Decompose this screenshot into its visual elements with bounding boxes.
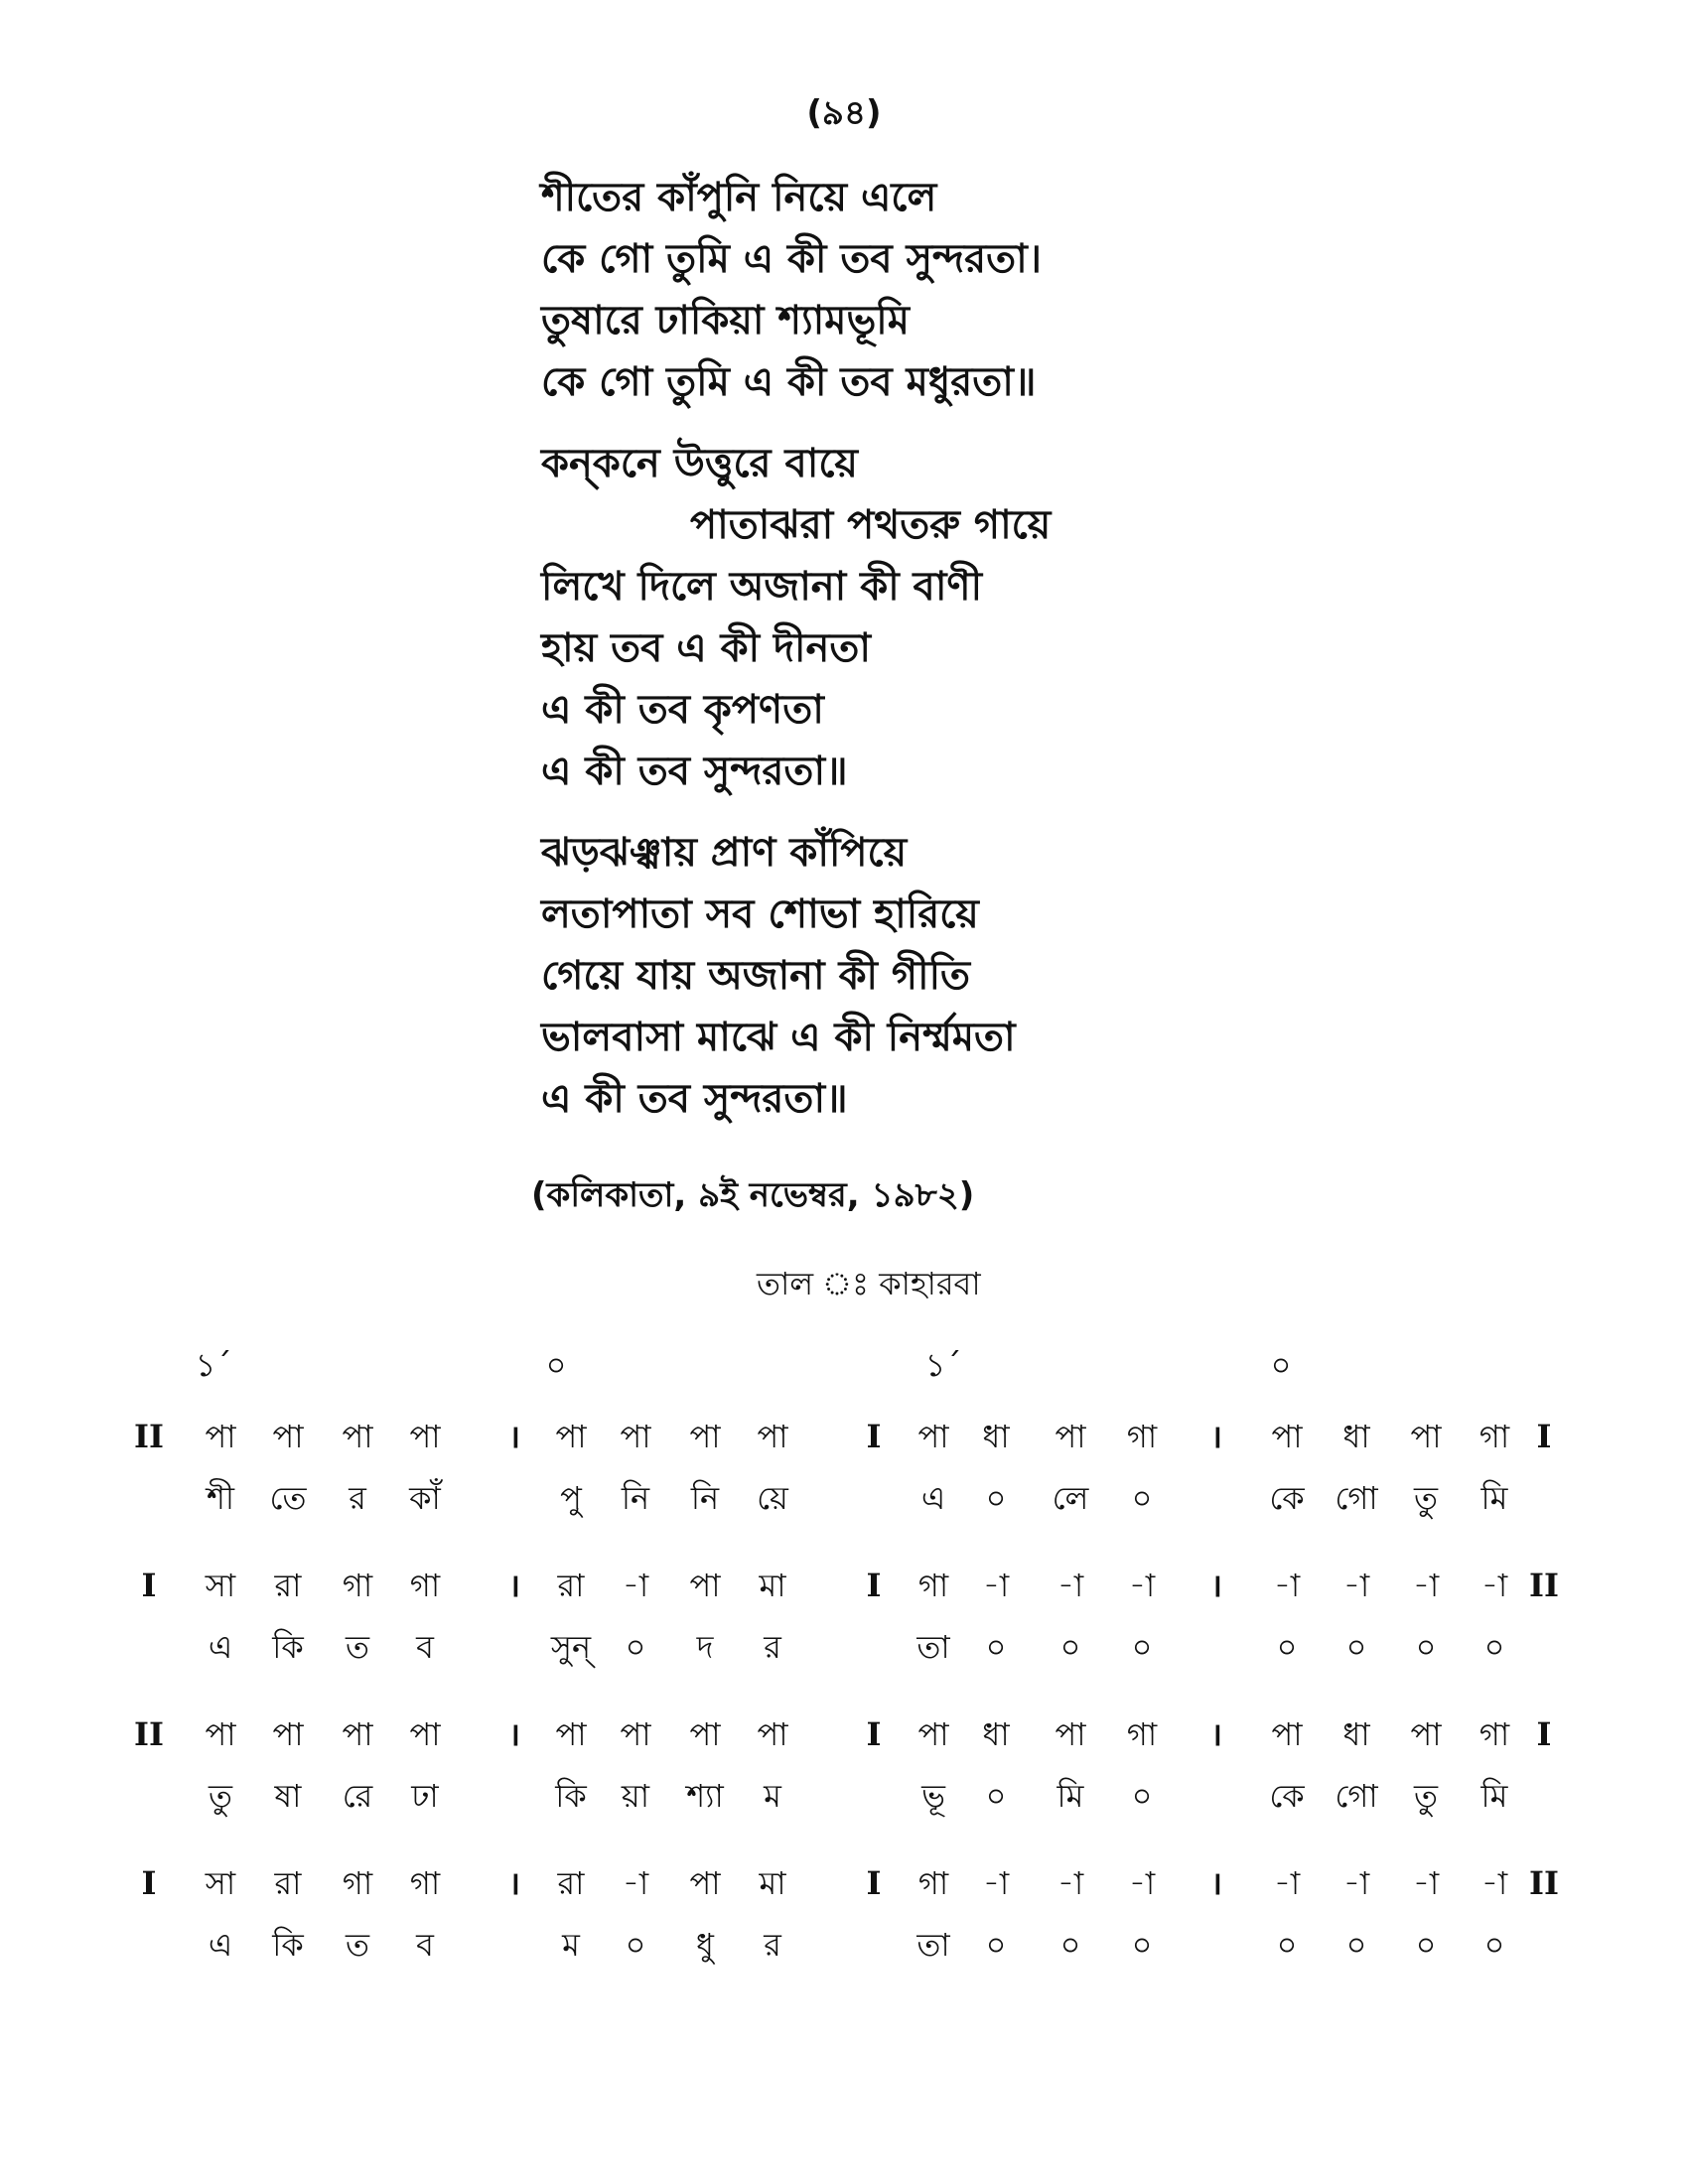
composition-dateline: (কলিকাতা, ৯ই নভেম্বর, ১৯৮২) [531, 1175, 975, 1215]
swara-note: পা [342, 1715, 373, 1753]
swara-note: রা [274, 1864, 302, 1902]
lyric-line: ভালবাসা মাঝে এ কী নির্ম্মমতা [541, 1015, 1016, 1060]
lyric-line: গেয়ে যায় অজানা কী গীতি [541, 953, 971, 999]
swara-note: পা [272, 1418, 304, 1455]
swara-note: পা [205, 1715, 236, 1753]
lyric-syllable: পু [560, 1479, 582, 1517]
barline: II [134, 1418, 164, 1455]
swara-note: গা [409, 1567, 441, 1604]
lyric-syllable: ০ [1131, 1926, 1153, 1964]
swara-note: পা [555, 1418, 587, 1455]
swara-note: পা [917, 1715, 949, 1753]
swara-note: সা [205, 1567, 236, 1604]
swara-note: -া [982, 1567, 1010, 1604]
swara-note: রা [557, 1864, 585, 1902]
swara-note: গা [409, 1864, 441, 1902]
swara-note: গা [342, 1567, 373, 1604]
swara-note: পা [1271, 1715, 1303, 1753]
lyric-syllable: কাঁ [409, 1479, 441, 1517]
swara-note: -া [1342, 1864, 1370, 1902]
barline: । [1209, 1864, 1223, 1902]
swara-note: -া [1128, 1567, 1156, 1604]
notation-row [0, 1712, 1688, 1756]
swara-note: পা [272, 1715, 304, 1753]
swara-note: পা [917, 1418, 949, 1455]
swara-note: পা [620, 1418, 651, 1455]
swara-note: -া [622, 1567, 649, 1604]
barline: I [866, 1418, 882, 1455]
lyric-syllable: তা [916, 1926, 950, 1964]
lyric-syllable-row [0, 1476, 1688, 1520]
lyric-syllable: রে [342, 1777, 373, 1815]
lyric-syllable: র [764, 1628, 781, 1666]
lyric-syllable: ০ [1131, 1777, 1153, 1815]
lyric-syllable: ০ [1345, 1926, 1367, 1964]
lyric-syllable: কে [1269, 1777, 1305, 1815]
lyric-syllable: য়ে [757, 1479, 788, 1517]
swara-note: -া [1056, 1864, 1084, 1902]
swara-note: -া [1412, 1864, 1440, 1902]
swara-note: সা [205, 1864, 236, 1902]
lyric-syllable: য়া [621, 1777, 650, 1815]
swara-note: গা [1126, 1715, 1158, 1753]
swara-note: -া [1056, 1567, 1084, 1604]
lyric-line: কে গো তুমি এ কী তব মধুরতা॥ [541, 359, 1037, 405]
lyric-line: লিখে দিলে অজানা কী বাণী [541, 564, 983, 610]
barline: । [507, 1418, 521, 1455]
lyric-syllable: ০ [1059, 1628, 1081, 1666]
lyric-syllable: গো [1335, 1479, 1378, 1517]
lyric-syllable: ভূ [921, 1777, 945, 1815]
barline: । [507, 1567, 521, 1604]
barline: I [866, 1567, 882, 1604]
swara-note: ধা [1342, 1418, 1370, 1455]
lyric-syllable: ০ [985, 1628, 1007, 1666]
lyric-syllable: ০ [985, 1926, 1007, 1964]
beat-mark: ১´ [924, 1346, 962, 1384]
lyric-syllable: শী [206, 1479, 235, 1517]
lyric-syllable: তু [1413, 1777, 1438, 1815]
swara-note: পা [1271, 1418, 1303, 1455]
lyric-line: পাতাঝরা পথতরু গায়ে [690, 502, 1052, 548]
lyric-syllable: গো [1335, 1777, 1378, 1815]
lyric-syllable: নি [690, 1479, 720, 1517]
notation-row [0, 1415, 1688, 1458]
lyric-line: লতাপাতা সব শোভা হারিয়ে [541, 891, 979, 937]
swara-note: -া [1128, 1864, 1156, 1902]
lyric-syllable: মি [1480, 1777, 1508, 1815]
lyric-syllable: ০ [985, 1479, 1007, 1517]
barline: । [1209, 1715, 1223, 1753]
lyric-syllable: তে [269, 1479, 307, 1517]
swara-note: গা [917, 1864, 949, 1902]
swara-note: পা [342, 1418, 373, 1455]
barline: । [1209, 1567, 1223, 1604]
lyric-syllable: মি [1056, 1777, 1084, 1815]
barline: । [507, 1715, 521, 1753]
page-number: (৯৪) [806, 93, 882, 133]
lyric-syllable: ষা [274, 1777, 302, 1815]
swara-note: গা [1478, 1715, 1510, 1753]
barline: I [141, 1567, 157, 1604]
swara-note: গা [1126, 1418, 1158, 1455]
beat-mark: ০ [545, 1346, 567, 1384]
lyric-syllable: ০ [1131, 1479, 1153, 1517]
swara-note: পা [1410, 1715, 1442, 1753]
lyric-syllable: শ্যা [686, 1777, 724, 1815]
lyric-line: হায় তব এ কী দীনতা [541, 625, 871, 671]
lyric-syllable-row [0, 1774, 1688, 1818]
lyric-syllable: দ [696, 1628, 714, 1666]
barline: I [866, 1864, 882, 1902]
lyric-syllable: কি [272, 1628, 304, 1666]
lyric-syllable: ০ [1483, 1926, 1505, 1964]
swara-note: রা [274, 1567, 302, 1604]
notation-row [0, 1564, 1688, 1607]
lyric-line: এ কী তব কৃপণতা [541, 687, 824, 733]
lyric-syllable: ম [764, 1777, 781, 1815]
lyric-syllable: কি [555, 1777, 587, 1815]
barline: II [1529, 1567, 1559, 1604]
swara-note: -া [1480, 1864, 1508, 1902]
swara-note: পা [689, 1864, 721, 1902]
lyric-syllable: ত [345, 1628, 369, 1666]
swara-note: পা [757, 1715, 788, 1753]
lyric-syllable: ০ [1276, 1926, 1298, 1964]
barline: I [141, 1864, 157, 1902]
barline: I [866, 1715, 882, 1753]
swara-note: গা [1478, 1418, 1510, 1455]
lyric-line: তুষারে ঢাকিয়া শ্যামভূমি [541, 298, 910, 343]
lyric-syllable: তু [1413, 1479, 1438, 1517]
lyric-syllable: ০ [1276, 1628, 1298, 1666]
lyric-syllable: তা [916, 1628, 950, 1666]
lyric-syllable: এ [208, 1926, 233, 1964]
swara-note: -া [622, 1864, 649, 1902]
lyric-syllable: সুন্ [550, 1628, 592, 1666]
swara-note: পা [205, 1418, 236, 1455]
lyric-syllable: কি [272, 1926, 304, 1964]
lyric-line: ঝড়ঝঞ্ঝায় প্রাণ কাঁপিয়ে [541, 830, 908, 876]
lyric-syllable: ০ [1415, 1628, 1437, 1666]
swara-note: গা [342, 1864, 373, 1902]
barline: I [1536, 1418, 1552, 1455]
swara-note: পা [1055, 1715, 1086, 1753]
swara-note: -া [1412, 1567, 1440, 1604]
swara-note: পা [1055, 1418, 1086, 1455]
lyric-syllable: ০ [985, 1777, 1007, 1815]
swara-note: পা [689, 1567, 721, 1604]
lyric-syllable: ব [416, 1926, 434, 1964]
lyric-line: এ কী তব সুন্দরতা॥ [541, 749, 848, 794]
beat-mark: ০ [1270, 1346, 1292, 1384]
swara-note: পা [555, 1715, 587, 1753]
swara-note: -া [1342, 1567, 1370, 1604]
barline: II [1529, 1864, 1559, 1902]
lyric-syllable: ০ [625, 1628, 646, 1666]
swara-note: পা [409, 1418, 441, 1455]
lyric-syllable: এ [920, 1479, 946, 1517]
swara-note: -া [1273, 1864, 1301, 1902]
lyric-syllable: ত [345, 1926, 369, 1964]
lyric-line: কে গো তুমি এ কী তব সুন্দরতা। [541, 236, 1043, 282]
swara-note: মা [759, 1864, 786, 1902]
lyric-syllable-row [0, 1923, 1688, 1967]
barline: । [1209, 1418, 1223, 1455]
swara-note: গা [917, 1567, 949, 1604]
swara-note: ধা [982, 1418, 1010, 1455]
lyric-syllable: লে [1052, 1479, 1089, 1517]
swara-note: ধা [982, 1715, 1010, 1753]
swara-note: -া [1273, 1567, 1301, 1604]
swara-note: -া [982, 1864, 1010, 1902]
lyric-syllable: ০ [1415, 1926, 1437, 1964]
lyric-syllable: ম [562, 1926, 580, 1964]
lyric-syllable-row [0, 1625, 1688, 1669]
lyric-line: এ কী তব সুন্দরতা॥ [541, 1076, 848, 1122]
lyric-syllable: র [349, 1479, 366, 1517]
lyric-syllable: ০ [1345, 1628, 1367, 1666]
lyric-syllable: ব [416, 1628, 434, 1666]
lyric-syllable: এ [208, 1628, 233, 1666]
swara-note: রা [557, 1567, 585, 1604]
swara-note: পা [689, 1418, 721, 1455]
lyric-syllable: মি [1480, 1479, 1508, 1517]
tala-label: তাল ঃ কাহারবা [757, 1265, 981, 1302]
lyric-syllable: ০ [625, 1926, 646, 1964]
lyric-syllable: ০ [1483, 1628, 1505, 1666]
swara-note: ধা [1342, 1715, 1370, 1753]
lyric-syllable: নি [621, 1479, 650, 1517]
lyric-syllable: তু [208, 1777, 232, 1815]
swara-note: পা [1410, 1418, 1442, 1455]
lyric-line: কন্‌কনে উত্তুরে বায়ে [541, 441, 858, 486]
lyric-line: শীতের কাঁপুনি নিয়ে এলে [541, 175, 937, 220]
barline: II [134, 1715, 164, 1753]
barline: I [1536, 1715, 1552, 1753]
lyric-syllable: ঢা [411, 1777, 439, 1815]
lyric-syllable: ধু [696, 1926, 714, 1964]
swara-note: পা [620, 1715, 651, 1753]
lyric-syllable: কে [1269, 1479, 1305, 1517]
lyric-syllable: ০ [1131, 1628, 1153, 1666]
beat-mark: ১´ [195, 1346, 232, 1384]
lyric-syllable: র [764, 1926, 781, 1964]
swara-note: মা [759, 1567, 786, 1604]
lyric-syllable: ০ [1059, 1926, 1081, 1964]
swara-note: -া [1480, 1567, 1508, 1604]
notation-row [0, 1861, 1688, 1905]
barline: । [507, 1864, 521, 1902]
swara-note: পা [409, 1715, 441, 1753]
swara-note: পা [757, 1418, 788, 1455]
swara-note: পা [689, 1715, 721, 1753]
